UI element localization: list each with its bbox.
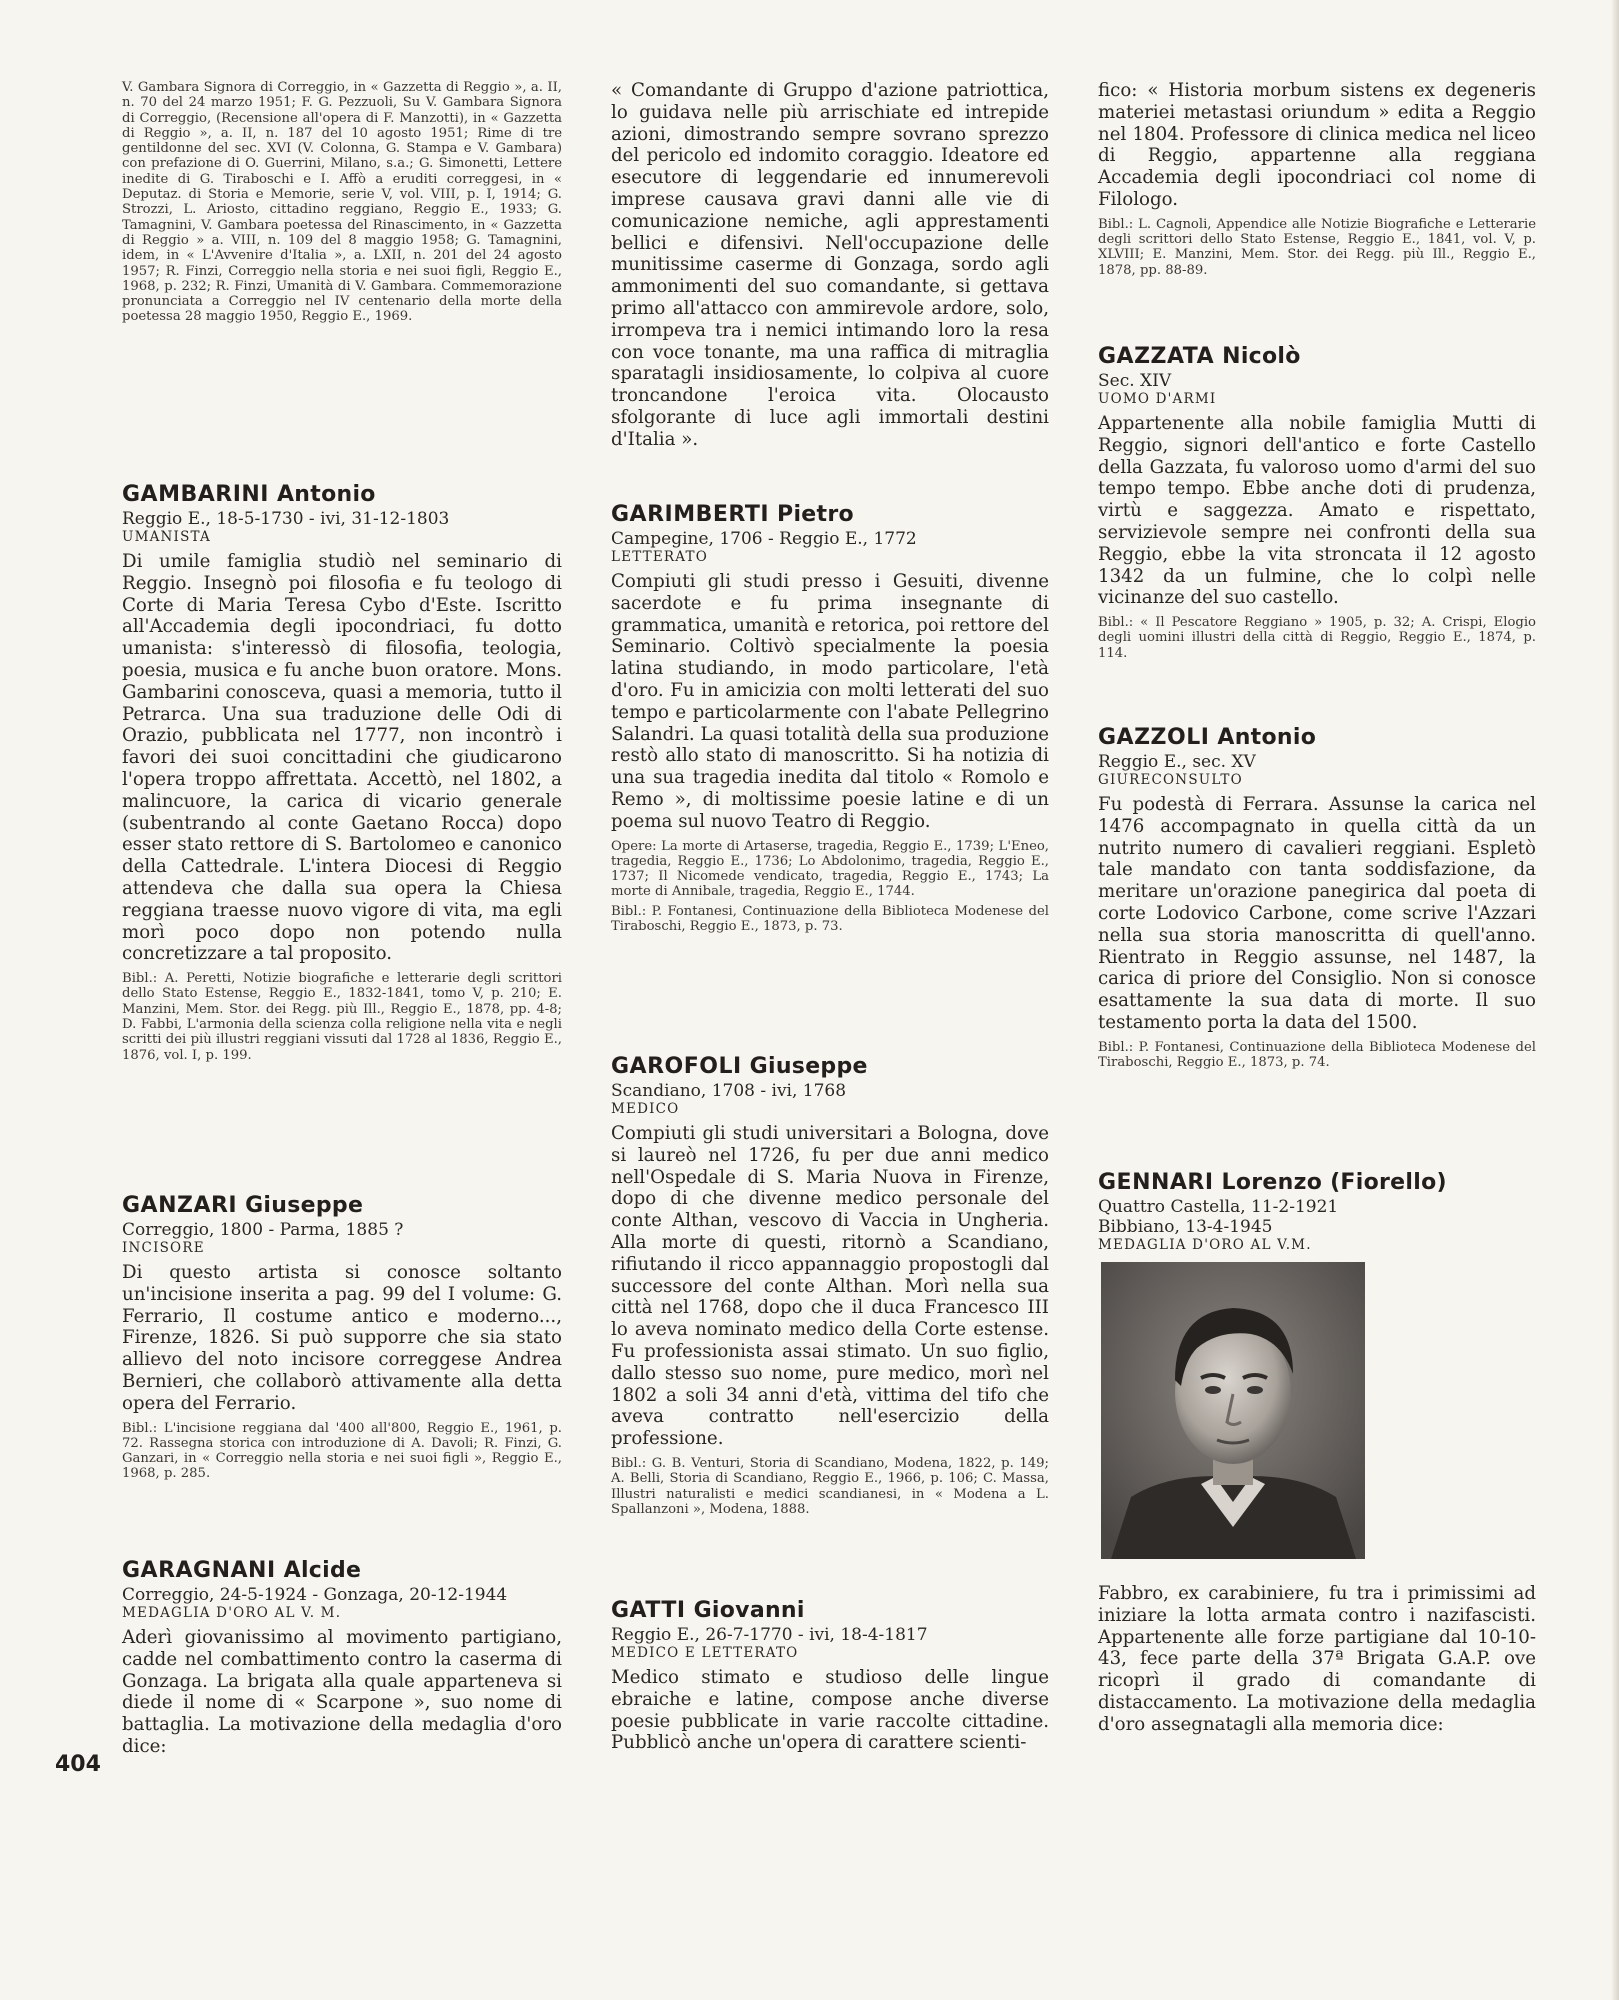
entry-bibliography: Bibl.: P. Fontanesi, Continuazione della Biblioteca Modenese del Tiraboschi, Reggio E., 1873, p. 73. xyxy=(611,903,1049,935)
entry-garofoli xyxy=(611,1054,1049,1521)
entry-bibliography: Bibl.: « Il Pescatore Reggiano » 1905, p. 32; A. Crispi, Elogio degli uomini illustri della città di Reggio, Reggio E., 1874, p. 114. xyxy=(1098,615,1536,661)
entry-text: Appartenente alla nobile famiglia Mutti di Reggio, signori dell'antico e forte Castello della Gazzata, fu valoroso uomo d'armi del suo tempo tempo. Ebbe anche doti di prudenza, virtù e saggezza. Amato e rispettato, servizievole sempre nei confronti della sua Reggio, ebbe la vita stroncata il 12 agosto 1342 da un fulmine, che lo colpì nelle vicinanze del suo castello. xyxy=(1098,413,1536,609)
entry-role: GIURECONSULTO xyxy=(1098,772,1243,788)
entry-dates: Reggio E., sec. XV xyxy=(1098,752,1256,772)
entry-gambarini xyxy=(122,482,562,1067)
page-number: 404 xyxy=(55,1752,101,1777)
entry-name: GARIMBERTI Pietro xyxy=(611,502,854,527)
page-edge xyxy=(1611,0,1619,2000)
gatti-bibliography: Bibl.: L. Cagnoli, Appendice alle Notizie Biografiche e Letterarie degli scrittori dello Stato Estense, Reggio E., 1841, vol. V, p. XLVIII; E. Manzini, Mem. Stor. dei Regg. più Ill., Reggio E., 1878, pp. 88-89. xyxy=(1098,216,1536,278)
entry-name: GAROFOLI Giuseppe xyxy=(611,1054,868,1079)
entry-text: Fu podestà di Ferrara. Assunse la carica nel 1476 accompagnato in quella città da un nutrito numero di cavalieri reggiani. Espletò tale mandato con tanta soddisfazione, da meritare un'orazione panegirica dal poeta di corte Lodovico Carbone, come scrive l'Azzari nella sua storia manoscritta di quell'anno. Rientrato in Reggio assunse, nel 1487, la carica di priore del Consiglio. Non si conosce esattamente la sua data di morte. Il suo testamento porta la data del 1500. xyxy=(1098,794,1536,1033)
gambara-bibliography: V. Gambara Signora di Correggio, in « Gazzetta di Reggio », a. II, n. 70 del 24 marzo 1951; F. G. Pezzuoli, Su V. Gambara Signora di Correggio, (Recensione all'opera di F. Manzotti), in « Gazzetta di Reggio », a. II, n. 187 del 10 agosto 1951; Rime di tre gentildonne del sec. XVI (V. Colonna, G. Stampa e V. Gambara) con prefazione di O. Guerrini, Milano, s.a.; G. Simonetti, Lettere inedite di G. Tiraboschi e I. Affò a eruditi correggesi, in « Deputaz. di Storia e Memorie, serie V, vol. VIII, p. I, 1914; G. Strozzi, L. Ariosto, cittadino reggiano, Reggio E., 1933; G. Tamagnini, V. Gambara poetessa del Rinascimento, in « Gazzetta di Reggio » a. VIII, n. 109 del 8 maggio 1958; G. Tamagnini, idem, in « L'Avvenire d'Italia », a. LXII, n. 201 del 24 agosto 1957; R. Finzi, Correggio nella storia e nei suoi figli, Reggio E., 1968, p. 232; R. Finzi, Umanità di V. Gambara. Commemorazione pronunciata a Correggio nel IV centenario della morte della poetessa 28 maggio 1950, Reggio E., 1969. xyxy=(122,80,562,325)
entry-name: GANZARI Giuseppe xyxy=(122,1193,364,1218)
entry-name: GAZZOLI Antonio xyxy=(1098,725,1317,750)
entry-garagnani xyxy=(122,1558,562,1758)
entry-dates-birth: Quattro Castella, 11-2-1921 xyxy=(1098,1197,1339,1217)
entry-text: Aderì giovanissimo al movimento partigiano, cadde nel combattimento contro la caserma di Gonzaga. La brigata alla quale apparteneva si diede il nome di « Scarpone », suo nome di battaglia. La motivazione della medaglia d'oro dice: xyxy=(122,1627,562,1757)
entry-bibliography: Bibl.: G. B. Venturi, Storia di Scandiano, Modena, 1822, p. 149; A. Belli, Storia di Scandiano, Reggio E., 1966, p. 106; C. Massa, Illustri naturalisti e medici scandianesi, in « Modena a L. Spallanzoni », Modena, 1888. xyxy=(611,1455,1049,1517)
entry-dates-death: Bibbiano, 13-4-1945 xyxy=(1098,1217,1273,1237)
entry-name: GARAGNANI Alcide xyxy=(122,1558,362,1583)
portrait-photo xyxy=(1101,1262,1365,1559)
entry-role: INCISORE xyxy=(122,1240,205,1256)
entry-gennari-text xyxy=(1098,1583,1536,1736)
entry-name: GAMBARINI Antonio xyxy=(122,482,376,507)
entry-dates: Campegine, 1706 - Reggio E., 1772 xyxy=(611,529,917,549)
entry-role: MEDAGLIA D'ORO AL V.M. xyxy=(1098,1237,1312,1253)
entry-text: Compiuti gli studi universitari a Bologna, dove si laureò nel 1726, fu per due anni medico nell'Ospedale di S. Maria Nuova in Firenze, dopo di che divenne medico personale del conte Althan, vescovo di Vaccia in Ungheria. Alla morte di questi, ritornò a Scandiano, rifiutando il ricco appannaggio propostogli dal successore del conte Althan. Morì nella sua città nel 1768, dopo che il duca Francesco III lo aveva nominato medico della Corte estense. Fu professionista assai stimato. Un suo figlio, dallo stesso suo nome, pure medico, morì nel 1802 a soli 34 anni d'età, vittima del tifo che aveva contratto nell'esercizio della professione. xyxy=(611,1123,1049,1450)
entry-name: GENNARI Lorenzo (Fiorello) xyxy=(1098,1170,1447,1195)
entry-dates: Sec. XIV xyxy=(1098,371,1172,391)
entry-dates: Reggio E., 18-5-1730 - ivi, 31-12-1803 xyxy=(122,509,450,529)
gatti-text-continued: fico: « Historia morbum sistens ex degeneris materiei metastasi oriundum » edita a Reggio nel 1804. Professore di clinica medica nel liceo di Reggio, appartenne alla reggiana Accademia degli ipocondriaci col nome di Filologo. xyxy=(1098,80,1536,210)
entry-text: Compiuti gli studi presso i Gesuiti, divenne sacerdote e fu prima insegnante di grammatica, umanità e retorica, poi rettore del Seminario. Coltivò specialmente la poesia latina studiando, in modo particolare, l'età d'oro. Fu in amicizia con molti letterati del suo tempo e particolarmente con l'abate Pellegrino Salandri. La quasi totalità della sua produzione restò allo stato di manoscritto. Si ha notizia di una sua tragedia inedita dal titolo « Romolo e Remo », di moltissime poesie latine e di un poema sul nuovo Teatro di Reggio. xyxy=(611,571,1049,832)
portrait-illustration xyxy=(1101,1262,1365,1559)
entry-gennari xyxy=(1098,1170,1536,1259)
entry-dates: Correggio, 24-5-1924 - Gonzaga, 20-12-1944 xyxy=(122,1585,508,1605)
entry-role: MEDICO E LETTERATO xyxy=(611,1645,799,1661)
entry-role: UMANISTA xyxy=(122,529,211,545)
entry-works: Opere: La morte di Artaserse, tragedia, Reggio E., 1739; L'Eneo, tragedia, Reggio E., 1736; Lo Abdolonimo, tragedia, Reggio E., 1737; Il Nicomede vendicato, tragedia, Reggio E., 1743; La morte di Annibale, tragedia, Reggio E., 1744. xyxy=(611,838,1049,900)
entry-garimberti xyxy=(611,502,1049,938)
entry-name: GAZZATA Nicolò xyxy=(1098,344,1301,369)
entry-gatti xyxy=(611,1598,1049,1754)
entry-text: Di questo artista si conosce soltanto un'incisione inserita a pag. 99 del I volume: G. Ferrario, Il costume antico e moderno..., Firenze, 1826. Si può supporre che sia stato allievo del noto incisore correggese Andrea Bernieri, che collaborò attivamente alla detta opera del Ferrario. xyxy=(122,1262,562,1414)
entry-text: Di umile famiglia studiò nel seminario di Reggio. Insegnò poi filosofia e fu teologo di Corte di Maria Teresa Cybo d'Este. Iscritto all'Accademia degli ipocondriaci, fu dotto umanista: s'interessò di filosofia, teologia, poesia, musica e fu anche buon oratore. Mons. Gambarini conosceva, quasi a memoria, tutto il Petrarca. Una sua traduzione delle Odi di Orazio, pubblicata nel 1777, non incontrò i favori dei suoi concittadini che giudicarono l'opera troppo affrettata. Accettò, nel 1802, a malincuore, la carica di vicario generale (subentrando al conte Gaetano Rocca) dopo esser stato rettore di S. Bartolomeo e canonico della Cattedrale. L'intera Diocesi di Reggio attendeva che dalla sua opera la Chiesa reggiana traesse nuovo vigore di vita, ma egli morì poco dopo non potendo nulla concretizzare a tal proposito. xyxy=(122,551,562,965)
gatti-continuation xyxy=(1098,80,1536,282)
entry-dates: Reggio E., 26-7-1770 - ivi, 18-4-1817 xyxy=(611,1625,928,1645)
entry-role: UOMO D'ARMI xyxy=(1098,391,1217,407)
entry-dates: Correggio, 1800 - Parma, 1885 ? xyxy=(122,1220,404,1240)
entry-gazzata xyxy=(1098,344,1536,665)
entry-gazzoli xyxy=(1098,725,1536,1074)
garagnani-motivation: « Comandante di Gruppo d'azione patriottica, lo guidava nelle più arrischiate ed intrepide azioni, dimostrando sempre sovrano sprezzo del pericolo ed indomito coraggio. Ideatore ed esecutore di leggendarie ed innumerevoli imprese causava gravi danni alle vie di comunicazione nemiche, agli apprestamenti bellici e difensivi. Nell'occupazione delle munitissime caserme di Gonzaga, sordo agli ammonimenti del suo comandante, si gettava primo all'attacco con ammirevole ardore, solo, irrompeva tra i nemici intimando loro la resa con voce tonante, ma una raffica di mitraglia sparatagli insidiosamente, lo colpiva al cuore troncandone l'eroica vita. Olocausto sfolgorante di luce agli immortali destini d'Italia ». xyxy=(611,80,1049,450)
entry-ganzari xyxy=(122,1193,562,1486)
entry-bibliography: Bibl.: P. Fontanesi, Continuazione della Biblioteca Modenese del Tiraboschi, Reggio E., 1873, p. 74. xyxy=(1098,1039,1536,1071)
entry-role: MEDICO xyxy=(611,1101,680,1117)
entry-bibliography: Bibl.: A. Peretti, Notizie biografiche e letterarie degli scrittori dello Stato Estense, Reggio E., 1832-1841, tomo V, p. 210; E. Manzini, Mem. Stor. dei Regg. più Ill., Reggio E., 1878, pp. 4-8; D. Fabbi, L'armonia della scienza colla religione nella vita e negli scritti dei più illustri reggiani vissuti dal 1728 al 1836, Reggio E., 1876, vol. I, p. 199. xyxy=(122,971,562,1063)
entry-name: GATTI Giovanni xyxy=(611,1598,805,1623)
entry-dates: Scandiano, 1708 - ivi, 1768 xyxy=(611,1081,847,1101)
entry-bibliography: Bibl.: L'incisione reggiana dal '400 all'800, Reggio E., 1961, p. 72. Rassegna storica con introduzione di A. Davoli; R. Finzi, G. Ganzari, in « Correggio nella storia e nei suoi figli », Reggio E., 1968, p. 285. xyxy=(122,1420,562,1482)
entry-text: Medico stimato e studioso delle lingue ebraiche e latine, compose anche diverse poesie pubblicate in varie raccolte cittadine. Pubblicò anche un'opera di carattere scienti- xyxy=(611,1667,1049,1754)
entry-role: LETTERATO xyxy=(611,549,708,565)
entry-role: MEDAGLIA D'ORO AL V. M. xyxy=(122,1605,342,1621)
entry-text: Fabbro, ex carabiniere, fu tra i primissimi ad iniziare la lotta armata contro i nazifascisti. Appartenente alle forze partigiane dal 10-10-43, fece parte della 37ª Brigata G.A.P. ove ricoprì il grado di comandante di distaccamento. La motivazione della medaglia d'oro assegnatagli alla memoria dice: xyxy=(1098,1583,1536,1735)
